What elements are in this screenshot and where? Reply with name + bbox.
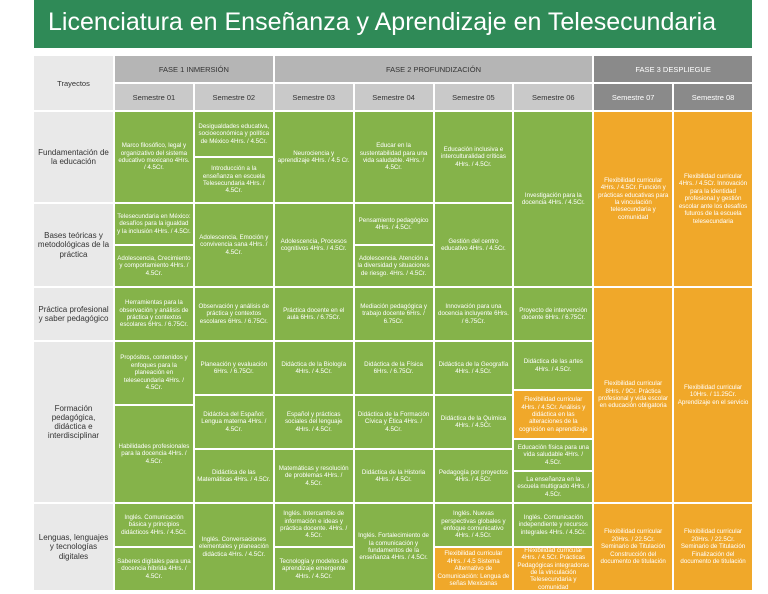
course-cell: La enseñanza en la escuela multigrado 4Hrs. / 4.5Cr. [514, 472, 592, 502]
curriculum-grid [34, 56, 752, 590]
semester-header: Semestre 05 [435, 84, 513, 110]
course-cell: Adolescencia, Procesos cognitivos 4Hrs. / 4.5Cr. [275, 204, 353, 286]
course-cell: Didáctica de las artes 4Hrs. / 4.5Cr. [514, 342, 592, 389]
course-cell: Investigación para la docencia 4Hrs. / 4.5Cr. [514, 112, 592, 286]
phase2-header: FASE 2 PROFUNDIZACIÓN [275, 56, 593, 82]
flex-course-cell: Flexibilidad curricular 10Hrs. / 11.25Cr. Aprendizaje en el servicio [674, 288, 752, 502]
course-cell: Habilidades profesionales para la docencia 4Hrs. / 4.5Cr. [115, 406, 193, 502]
flex-course-cell: Flexibilidad curricular 20Hrs. / 22.5Cr. Seminario de Titulación Construcción del documento de titulación [594, 504, 672, 590]
course-cell: Saberes digitales para una docencia híbrida 4Hrs. / 4.5Cr. [115, 548, 193, 590]
course-cell: Inglés. Fortalecimiento de la comunicación y fundamentos de la enseñanza 4Hrs. / 4.5Cr. [355, 504, 433, 590]
course-cell: Inglés. Conversaciones elementales y planeación didáctica 4Hrs. / 4.5Cr. [195, 504, 273, 590]
row-label: Bases teóricas y metodológicas de la práctica [34, 204, 113, 286]
semester-header: Semestre 07 [594, 84, 672, 110]
flex-course-cell: Flexibilidad curricular 8Hrs. / 9Cr. Práctica profesional y vida escolar en educación obligatoria [594, 288, 672, 502]
course-cell: Tecnología y modelos de aprendizaje emergente 4Hrs. / 4.5Cr. [275, 548, 353, 590]
flex-course-cell: Flexibilidad curricular 4Hrs. / 4.5Cr. Función y prácticas educativas para la vinculación telesecundaria y comunidad [594, 112, 672, 286]
semester-header: Semestre 03 [275, 84, 353, 110]
flex-course-cell: Flexibilidad curricular 4Hrs. / 4.5Cr. Análisis y didáctica en las alteraciones de la cognición en aprendizaje [514, 391, 592, 438]
course-cell: Gestión del centro educativo 4Hrs. / 4.5Cr. [435, 204, 513, 286]
course-cell: Introducción a la enseñanza en escuela Telesecundaria 4Hrs. / 4.5Cr. [195, 158, 273, 202]
course-cell: Didáctica de las Matemáticas 4Hrs. / 4.5Cr. [195, 450, 273, 502]
row-label: Formación pedagógica, didáctica e interdisciplinar [34, 342, 113, 502]
course-cell: Didáctica de la Geografía 4Hrs. / 4.5Cr. [435, 342, 513, 394]
course-cell: Inglés. Comunicación independiente y recursos integrales 4Hrs. / 4.5Cr. [514, 504, 592, 546]
course-cell: Matemáticas y resolución de problemas 4Hrs. / 4.5Cr. [275, 450, 353, 502]
course-cell: Didáctica de la Biología 4Hrs. / 4.5Cr. [275, 342, 353, 394]
semester-header: Semestre 06 [514, 84, 592, 110]
course-cell: Educación inclusiva e interculturalidad críticas 4Hrs. / 4.5Cr. [435, 112, 513, 202]
flex-course-cell: Flexibilidad curricular 4Hrs. / 4.5 Sistema Alternativo de Comunicación: Lengua de señas Mexicanas [435, 548, 513, 590]
course-cell: Educar en la sustentabilidad para una vida saludable. 4Hrs. / 4.5Cr. [355, 112, 433, 202]
course-cell: Didáctica de la Formación Cívica y Ética 4Hrs. / 4.5Cr. [355, 396, 433, 448]
course-cell: Proyecto de intervención docente 6Hrs. / 6.75Cr. [514, 288, 592, 340]
course-cell: Neurociencia y aprendizaje 4Hrs. / 4.5 Cr. [275, 112, 353, 202]
course-cell: Mediación pedagógica y trabajo docente 6Hrs. / 6.75Cr. [355, 288, 433, 340]
row-label: Práctica profesional y saber pedagógico [34, 288, 113, 340]
semester-header: Semestre 02 [195, 84, 273, 110]
semester-header: Semestre 08 [674, 84, 752, 110]
course-cell: Adolescencia. Atención a la diversidad y situaciones de riesgo. 4Hrs. / 4.5Cr. [355, 246, 433, 286]
course-cell: Pensamiento pedagógico 4Hrs. / 4.5Cr. [355, 204, 433, 244]
course-cell: Pedagogía por proyectos 4Hrs. / 4.5Cr. [435, 450, 513, 502]
course-cell: Didáctica de la Historia 4Hrs. / 4.5Cr. [355, 450, 433, 502]
course-cell: Español y prácticas sociales del lenguaje 4Hrs. / 4.5Cr. [275, 396, 353, 448]
course-cell: Práctica docente en el aula 6Hrs. / 6.75Cr. [275, 288, 353, 340]
trayectos-header: Trayectos [34, 56, 113, 110]
flex-course-cell: Flexibilidad curricular 4Hrs. / 4.5Cr. Prácticas Pedagógicas integradoras de la vinculación Telesecundaria y comunidad [514, 548, 592, 590]
course-cell: Didáctica de la Física 6Hrs. / 6.75Cr. [355, 342, 433, 394]
flex-course-cell: Flexibilidad curricular 4Hrs. / 4.5Cr. Innovación para la identidad profesional y gestión escolar ante los desafíos futuros de la escuela telesecundaria [674, 112, 752, 286]
semester-header: Semestre 01 [115, 84, 193, 110]
course-cell: Adolescencia, Emoción y convivencia sana 4Hrs. / 4.5Cr. [195, 204, 273, 286]
row-label: Lenguas, lenguajes y tecnologías digitales [34, 504, 113, 590]
phase1-header: FASE 1 INMERSIÓN [115, 56, 273, 82]
page-title: Licenciatura en Enseñanza y Aprendizaje en Telesecundaria [34, 0, 752, 48]
row-label: Fundamentación de la educación [34, 112, 113, 202]
course-cell: Marco filosófico, legal y organizativo del sistema educativo mexicano 4Hrs. / 4.5Cr. [115, 112, 193, 202]
phase3-header: FASE 3 DESPLIEGUE [594, 56, 752, 82]
course-cell: Inglés. Intercambio de información e ideas y práctica docente. 4Hrs. / 4.5Cr. [275, 504, 353, 546]
flex-course-cell: Flexibilidad curricular 20Hrs. / 22.5Cr. Seminario de Titulación Finalización del documento de titulación [674, 504, 752, 590]
course-cell: Inglés. Nuevas perspectivas globales y enfoque comunicativo 4Hrs. / 4.5Cr. [435, 504, 513, 546]
course-cell: Propósitos, contenidos y enfoques para la planeación en telesecundaria 4Hrs. / 4.5Cr. [115, 342, 193, 404]
course-cell: Herramientas para la observación y análisis de práctica y contextos escolares 6Hrs. / 6.75Cr. [115, 288, 193, 340]
course-cell: Inglés. Comunicación básica y principios didácticos 4Hrs. / 4.5Cr. [115, 504, 193, 546]
course-cell: Didáctica del Español: Lengua materna 4Hrs. / 4.5Cr. [195, 396, 273, 448]
course-cell: Educación física para una vida saludable 4Hrs. / 4.5Cr. [514, 440, 592, 470]
course-cell: Telesecundaria en México: desafíos para la igualdad y la inclusión 4Hrs. / 4.5Cr. [115, 204, 193, 244]
course-cell: Observación y análisis de práctica y contextos escolares 6Hrs. / 6.75Cr. [195, 288, 273, 340]
course-cell: Didáctica de la Química 4Hrs. / 4.5Cr. [435, 396, 513, 448]
course-cell: Planeación y evaluación 6Hrs. / 6.75Cr. [195, 342, 273, 394]
course-cell: Adolescencia, Crecimiento y comportamiento 4Hrs. / 4.5Cr. [115, 246, 193, 286]
course-cell: Desigualdades educativa, socioeconómica y política de México 4Hrs. / 4.5Cr. [195, 112, 273, 156]
semester-header: Semestre 04 [355, 84, 433, 110]
course-cell: Innovación para una docencia incluyente 6Hrs. / 6.75Cr. [435, 288, 513, 340]
